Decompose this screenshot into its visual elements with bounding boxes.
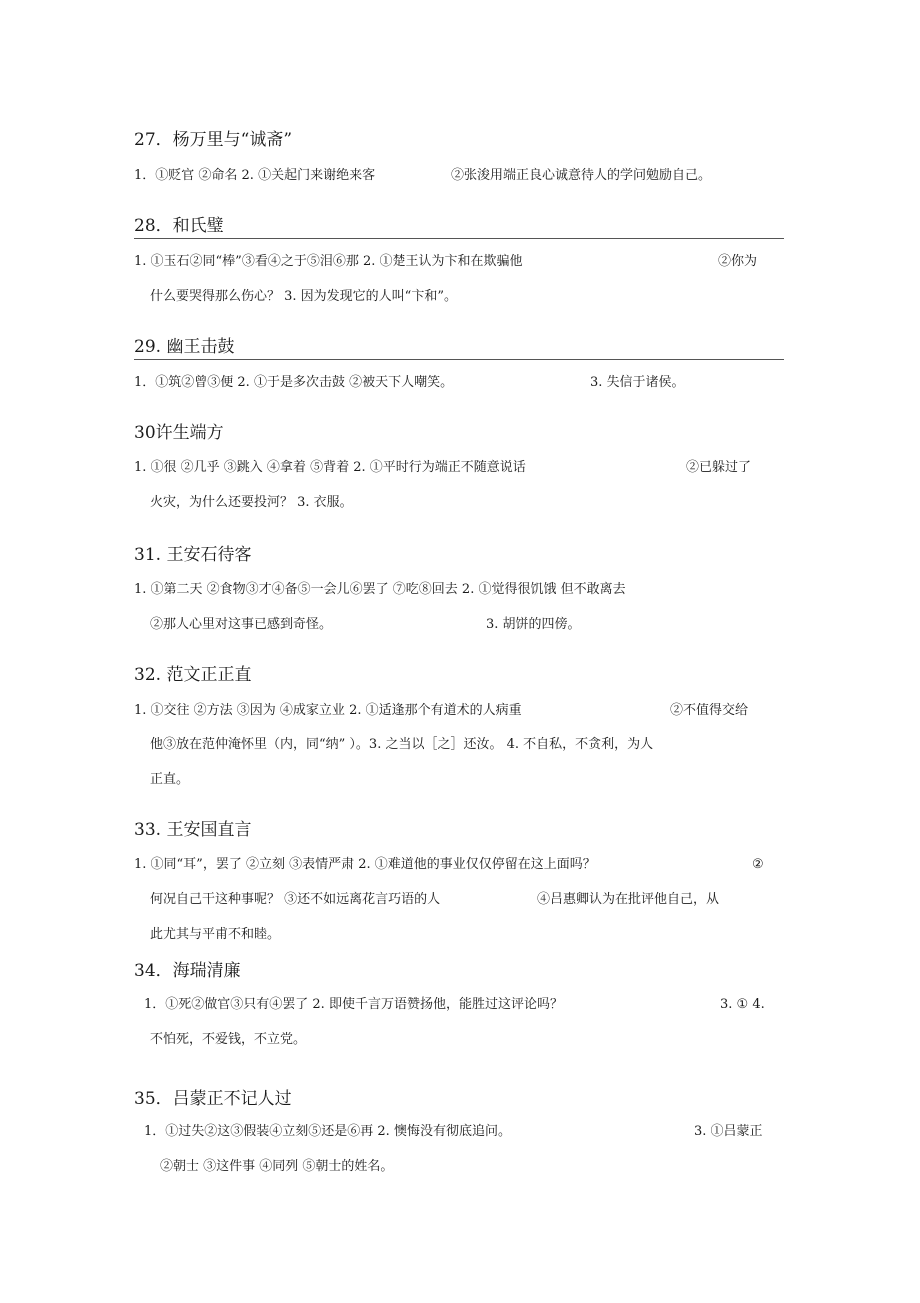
answer-text: 3. ① 4.: [720, 997, 765, 1012]
answer-text: 1. ①玉石②同“棒”③看④之于⑤泪⑥那 2. ①楚王认为卞和在欺骗他: [134, 254, 523, 269]
answer-text: ②不值得交给: [670, 703, 749, 718]
section-title: 32. 范文正正直: [134, 665, 252, 685]
answer-text: ②: [752, 857, 764, 872]
answer-text: 火灾，为什么还要投河？ 3. 衣服。: [150, 495, 353, 510]
answer-text: ②已躲过了: [686, 460, 752, 475]
answer-text: 1．①过失②这③假装④立刻⑤还是⑥再 2. 懊悔没有彻底追问。: [144, 1124, 511, 1139]
answer-text: 1. ①第二天 ②食物③才④备⑤一会儿⑥罢了 ⑦吃⑧回去 2. ①觉得很饥饿 但不敢离去: [134, 582, 626, 597]
section-title: 27．杨万里与“诚斋”: [134, 130, 293, 150]
answer-text: 1．①死②做官③只有④罢了 2. 即使千言万语赞扬他，能胜过这评论吗？: [144, 997, 563, 1012]
answer-text: 3. 失信于诸侯。: [590, 375, 685, 390]
section-divider: [134, 359, 784, 360]
section-title: 34．海瑞清廉: [134, 961, 241, 981]
answer-text: 什么要哭得那么伤心？ 3. 因为发现它的人叫“卞和”。: [150, 289, 457, 304]
answer-text: 1．①筑②曾③便 2. ①于是多次击鼓 ②被天下人嘲笑。: [134, 375, 454, 390]
section-title: 30许生端方: [134, 423, 224, 443]
answer-text: 3. 胡饼的四傍。: [486, 617, 581, 632]
section-title: 35．吕蒙正不记人过: [134, 1089, 292, 1109]
answer-text: 1. ①很 ②几乎 ③跳入 ④拿着 ⑤背着 2. ①平时行为端正不随意说话: [134, 460, 526, 475]
answer-text: 3. ①吕蒙正: [694, 1124, 763, 1139]
answer-text: 1．①贬官 ②命名 2. ①关起门来谢绝来客: [134, 168, 376, 183]
section-title: 28．和氏璧: [134, 216, 224, 236]
section-title: 33. 王安国直言: [134, 820, 252, 840]
answer-text: ②朝士 ③这件事 ④同列 ⑤朝士的姓名。: [160, 1159, 394, 1174]
answer-text: 正直。: [150, 772, 190, 787]
answer-text: ②张浚用端正良心诚意待人的学问勉励自己。: [451, 168, 712, 183]
answer-text: ②那人心里对这事已感到奇怪。: [150, 617, 333, 632]
answer-text: ④吕惠卿认为在批评他自己，从: [537, 892, 720, 907]
answer-text: 1. ①同“耳”，罢了 ②立刻 ③表情严肃 2. ①难道他的事业仅仅停留在这上面吗？: [134, 857, 596, 872]
answer-text: 不怕死，不爱钱，不立党。: [150, 1032, 307, 1047]
section-divider: [134, 238, 784, 239]
section-title: 29. 幽王击鼓: [134, 337, 235, 357]
answer-text: 1. ①交往 ②方法 ③因为 ④成家立业 2. ①适逢那个有道术的人病重: [134, 703, 522, 718]
answer-text: 何况自己干这种事呢？ ③还不如远离花言巧语的人: [150, 892, 441, 907]
section-title: 31. 王安石待客: [134, 545, 252, 565]
answer-text: ②你为: [718, 254, 758, 269]
answer-text: 此尤其与平甫不和睦。: [150, 927, 281, 942]
answer-text: 他③放在范仲淹怀里（内，同“纳” ）。3. 之当以［之］还汝。 4. 不自私，不贪利，为人: [150, 737, 654, 752]
